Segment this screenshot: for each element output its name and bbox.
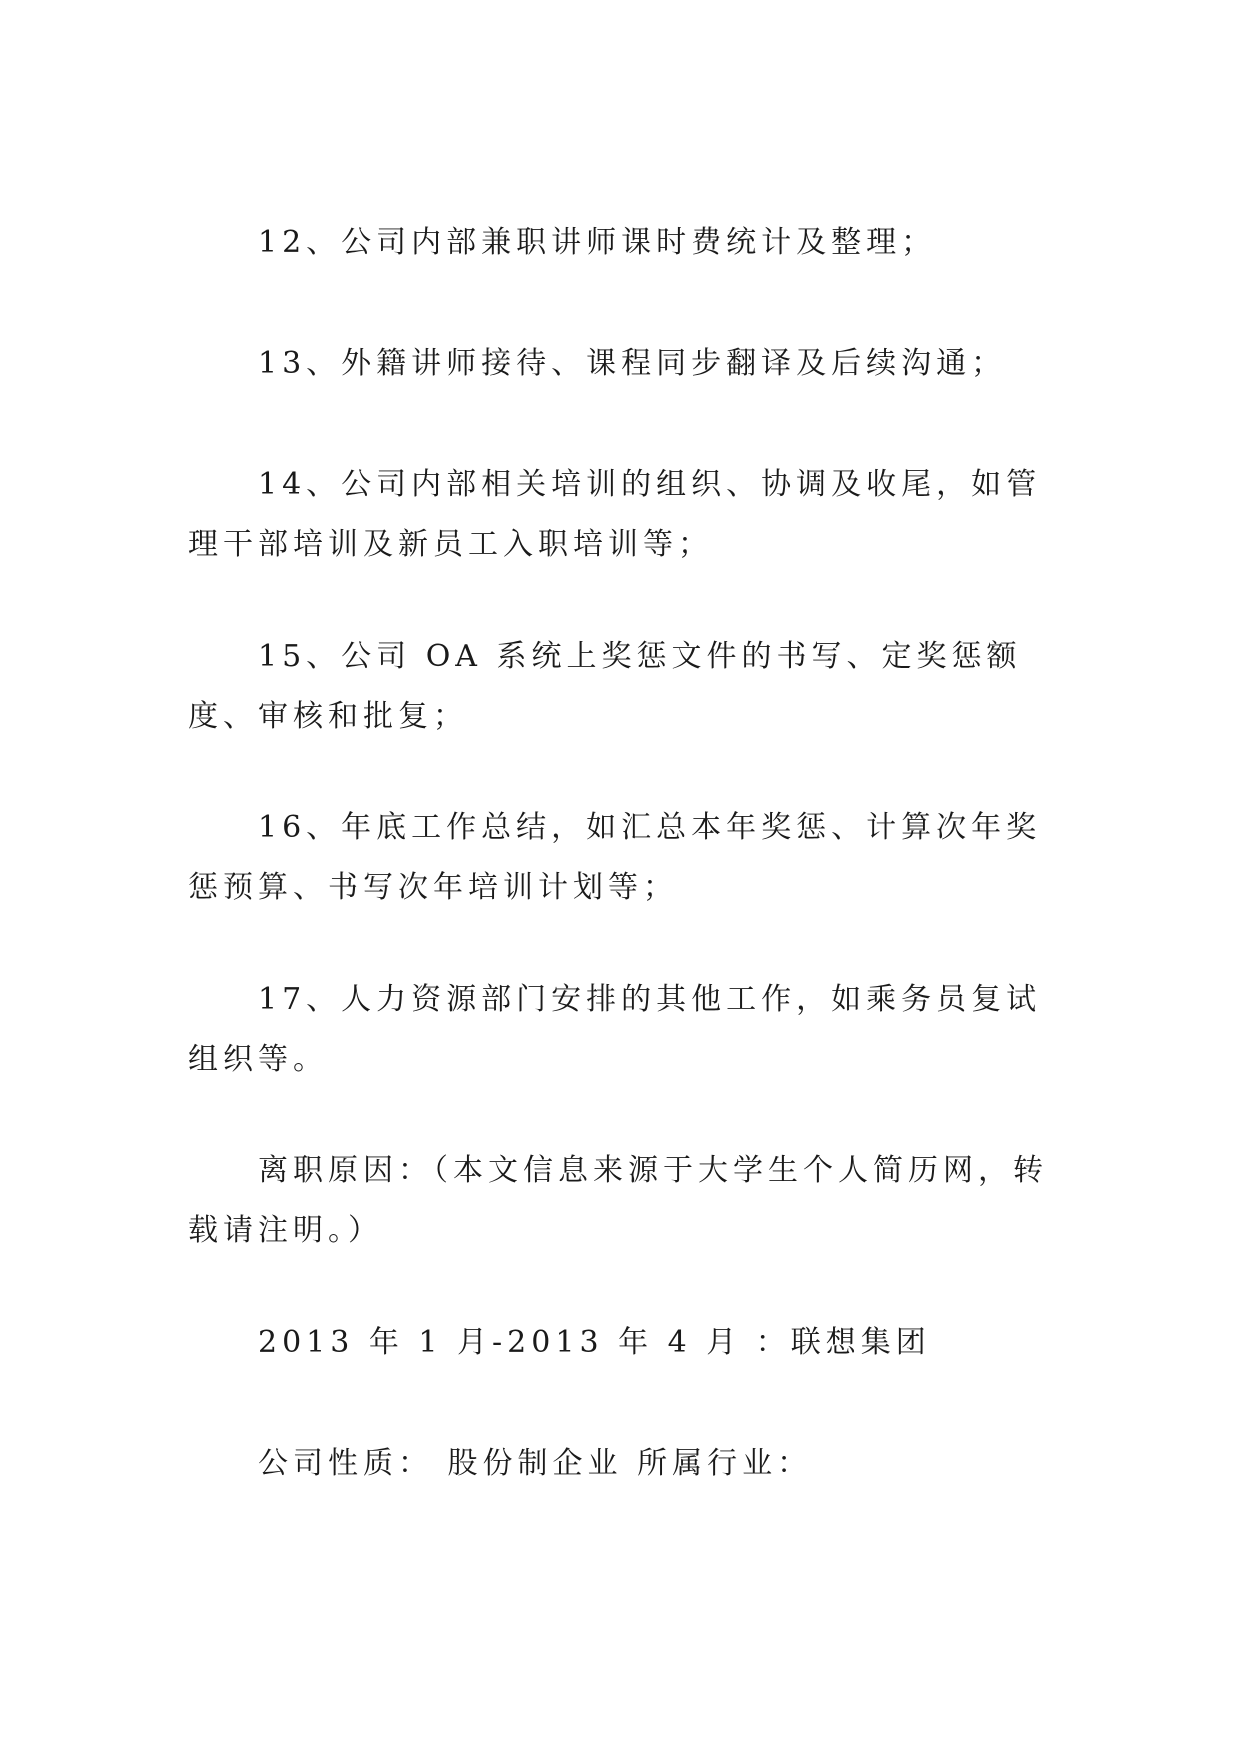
duty-item-17: 17、人力资源部门安排的其他工作，如乘务员复试组织等。 bbox=[188, 982, 1042, 1077]
leave-reason: 离职原因：（本文信息来源于大学生个人简历网，转载请注明。） bbox=[188, 1153, 1048, 1248]
duty-item-16: 16、年底工作总结，如汇总本年奖惩、计算次年奖惩预算、书写次年培训计划等； bbox=[188, 810, 1042, 905]
duty-item-13: 13、外籍讲师接待、课程同步翻译及后续沟通； bbox=[258, 346, 1007, 381]
company-info: 公司性质： 股份制企业 所属行业： bbox=[258, 1446, 813, 1481]
duty-item-15: 15、公司 OA 系统上奖惩文件的书写、定奖惩额度、审核和批复； bbox=[188, 639, 1022, 734]
employment-period: 2013 年 1 月-2013 年 4 月 ：联想集团 bbox=[258, 1325, 931, 1360]
duty-item-14: 14、公司内部相关培训的组织、协调及收尾，如管理干部培训及新员工入职培训等； bbox=[188, 467, 1042, 562]
duty-item-12: 12、公司内部兼职讲师课时费统计及整理； bbox=[258, 225, 937, 260]
